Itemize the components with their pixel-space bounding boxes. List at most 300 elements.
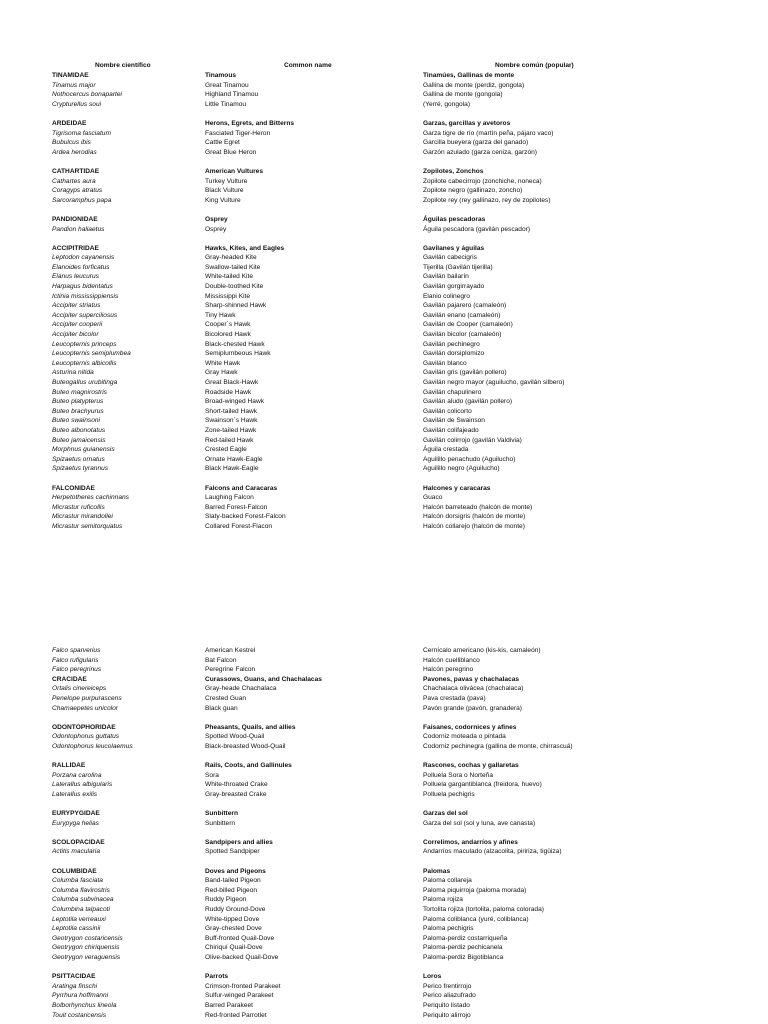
- family-scientific-name: SCOLOPACIDAE: [52, 838, 105, 846]
- family-common-name: Parrots: [205, 973, 229, 981]
- species-row: [0, 503, 768, 513]
- species-row: [0, 445, 768, 455]
- species-row: [0, 982, 768, 992]
- species-common-name: Cooper´s Hawk: [205, 321, 251, 329]
- species-row: [0, 455, 768, 465]
- species-scientific-name: Buteogallus urubitinga: [52, 379, 118, 386]
- species-popular-name: Polluela gargantiblanca (freidora, huevo): [423, 781, 542, 789]
- species-common-name: American Kestrel: [205, 647, 256, 654]
- species-row: [0, 426, 768, 436]
- species-scientific-name: Cathartes aura: [52, 177, 96, 185]
- family-popular-name: Zopilotes, Zonchos: [423, 167, 484, 175]
- species-row: [0, 522, 768, 532]
- species-scientific-name: Leptodon cayanensis: [52, 254, 115, 262]
- species-common-name: Crimson-fronted Parakeet: [205, 982, 281, 990]
- species-row: [0, 340, 768, 350]
- species-popular-name: Garza tigre de río (martín peña, pájaro vaco): [423, 129, 554, 137]
- species-scientific-name: Elanus leucurus: [52, 273, 99, 281]
- species-scientific-name: Columba subvinacea: [52, 896, 114, 904]
- species-popular-name: Codorniz moteada o pintada: [423, 733, 506, 741]
- species-list-section-2: [0, 646, 768, 1020]
- family-common-name: Herons, Egrets, and Bitterns: [205, 119, 295, 127]
- species-scientific-name: Micrastur mirandollei: [52, 513, 113, 521]
- species-scientific-name: Ardea herodias: [52, 148, 97, 156]
- species-scientific-name: Nothocercus bonapartei: [52, 91, 123, 99]
- species-scientific-name: Buteo swainsoni: [52, 417, 101, 425]
- row-spacer: [0, 752, 768, 762]
- column-header-common-name: Common name: [284, 62, 332, 69]
- species-row: [0, 732, 768, 742]
- species-scientific-name: Leucopternis princeps: [52, 340, 117, 348]
- column-header-popular-name: Nombre común (popular): [495, 62, 574, 69]
- species-common-name: Swainson´s Hawk: [205, 417, 258, 425]
- family-popular-name: Correlimos, andarríos y afines: [423, 838, 518, 846]
- species-popular-name: Paloma piquirroja (paloma morada): [423, 886, 527, 894]
- species-popular-name: Aguilillo negro (Aguilucho): [423, 465, 500, 473]
- species-common-name: Double-toothed Kite: [205, 283, 264, 291]
- family-row: [0, 675, 768, 685]
- species-popular-name: Pavón grande (pavón, granadera): [423, 704, 522, 712]
- family-common-name: American Vultures: [205, 167, 264, 175]
- row-spacer: [0, 474, 768, 484]
- family-scientific-name: ODONTOPHORIDAE: [52, 723, 116, 731]
- family-popular-name: Garzas del sol: [423, 810, 468, 818]
- species-common-name: Semiplumbeous Hawk: [205, 350, 271, 358]
- row-spacer: [0, 828, 768, 838]
- family-common-name: Doves and Pigeons: [205, 867, 266, 875]
- family-scientific-name: TINAMIDAE: [52, 72, 89, 79]
- species-common-name: White-tipped Dove: [205, 915, 260, 923]
- species-popular-name: Gavilán pajarero (camaleón): [423, 302, 507, 310]
- species-common-name: Spotted Sandpiper: [205, 848, 260, 856]
- species-row: [0, 311, 768, 321]
- species-popular-name: Gavilán chapulinero: [423, 388, 482, 396]
- species-row: [0, 742, 768, 752]
- species-row: [0, 790, 768, 800]
- species-row: [0, 416, 768, 426]
- species-row: [0, 320, 768, 330]
- species-list-section-1: [0, 71, 768, 532]
- species-scientific-name: Buteo magnirostris: [52, 388, 107, 396]
- species-row: [0, 186, 768, 196]
- species-common-name: Black-chested Hawk: [205, 340, 265, 348]
- species-row: [0, 991, 768, 1001]
- species-scientific-name: Crypturellus soui: [52, 100, 102, 108]
- species-row: [0, 263, 768, 273]
- species-common-name: Short-tailed Hawk: [205, 407, 258, 415]
- species-common-name: Collared Forest-Flacon: [205, 522, 273, 530]
- family-popular-name: Loros: [423, 973, 442, 981]
- family-scientific-name: ACCIPITRIDAE: [52, 244, 99, 252]
- species-scientific-name: Odontophorus guttatus: [52, 733, 120, 741]
- species-popular-name: Zopilote negro (gallinazo, zoncho): [423, 187, 523, 195]
- species-row: [0, 397, 768, 407]
- species-popular-name: Gavilán aludo (gavilán pollero): [423, 398, 513, 406]
- species-popular-name: Garza del sol (sol y luna, ave canasta): [423, 819, 536, 827]
- family-common-name: Hawks, Kites, and Eagles: [205, 244, 285, 252]
- species-row: [0, 1011, 768, 1021]
- species-common-name: Sharp-shinned Hawk: [205, 302, 267, 310]
- species-row: [0, 282, 768, 292]
- species-common-name: White-throated Crake: [205, 781, 268, 789]
- species-common-name: Gray-breasted Crake: [205, 790, 267, 798]
- family-row: [0, 215, 768, 225]
- species-common-name: Sulfur-winged Parakeet: [205, 992, 274, 1000]
- species-common-name: Spotted Wood-Quail: [205, 733, 265, 741]
- species-popular-name: Gavilán negro mayor (aguilucho, gavilán silbero): [423, 379, 565, 386]
- species-popular-name: Gavilán colirrojo (gavilán Valdivia): [423, 436, 522, 444]
- species-popular-name: Zopilote cabecirrojo (zonchiche, noneca): [423, 177, 542, 185]
- species-popular-name: Gavilán pechinegro: [423, 340, 480, 348]
- family-popular-name: Rascones, cochas y gallaretas: [423, 762, 519, 770]
- species-row: [0, 148, 768, 158]
- species-scientific-name: Columba fasciata: [52, 877, 103, 885]
- species-common-name: Great Black-Hawk: [205, 379, 259, 386]
- species-popular-name: Andarríos maculado (alzacolita, piririza, tigüiza): [423, 848, 562, 856]
- species-row: [0, 330, 768, 340]
- species-common-name: Barred Forest-Falcon: [205, 503, 268, 511]
- species-scientific-name: Ictinia mississippiensis: [52, 292, 119, 300]
- species-common-name: Roadside Hawk: [205, 388, 252, 396]
- species-row: [0, 656, 768, 666]
- species-common-name: White Hawk: [205, 359, 241, 367]
- family-common-name: Tinamous: [205, 72, 237, 79]
- species-popular-name: (Yerré, gongola): [423, 100, 471, 108]
- row-spacer: [0, 109, 768, 119]
- species-scientific-name: Falco peregrinus: [52, 666, 102, 674]
- family-popular-name: Palomas: [423, 867, 451, 875]
- species-common-name: Band-tailed Pigeon: [205, 877, 261, 885]
- species-scientific-name: Leucopternis albicollis: [52, 359, 117, 367]
- species-row: [0, 646, 768, 656]
- species-row: [0, 905, 768, 915]
- species-scientific-name: Laterallus albigularis: [52, 781, 113, 789]
- species-popular-name: Gavilán gris (gavilán pollero): [423, 369, 507, 377]
- species-row: [0, 436, 768, 446]
- species-scientific-name: Buteo platypterus: [52, 398, 104, 406]
- family-scientific-name: COLUMBIDAE: [52, 867, 97, 875]
- species-popular-name: Perico aliazufrado: [423, 992, 476, 1000]
- species-row: [0, 895, 768, 905]
- species-popular-name: Halcón peregrino: [423, 666, 474, 674]
- species-scientific-name: Accipiter superciliosus: [52, 311, 118, 319]
- species-row: [0, 292, 768, 302]
- species-row: [0, 253, 768, 263]
- species-popular-name: Paloma pechigris: [423, 925, 474, 933]
- species-common-name: Ruddy Pigeon: [205, 896, 247, 904]
- species-common-name: Slaty-backed Forest-Falcon: [205, 513, 286, 521]
- species-common-name: Sora: [205, 771, 219, 779]
- species-row: [0, 953, 768, 963]
- species-common-name: Red-tailed Hawk: [205, 436, 254, 444]
- row-spacer: [0, 800, 768, 810]
- species-row: [0, 780, 768, 790]
- family-popular-name: Águilas pescadoras: [423, 215, 486, 223]
- species-popular-name: Guaco: [423, 494, 443, 502]
- species-popular-name: Periquito alirrojo: [423, 1011, 471, 1019]
- species-popular-name: Gavilán enano (camaleón): [423, 311, 501, 319]
- species-row: [0, 915, 768, 925]
- species-row: [0, 1001, 768, 1011]
- family-row: [0, 71, 768, 81]
- species-common-name: Ornate Hawk-Eagle: [205, 455, 263, 463]
- species-popular-name: Paloma coliblanca (yuré, coliblanca): [423, 915, 529, 923]
- family-popular-name: Gavilanes y águilas: [423, 244, 485, 252]
- family-common-name: Rails, Coots, and Gallinules: [205, 762, 292, 770]
- row-spacer: [0, 963, 768, 973]
- species-scientific-name: Bubulcus ibis: [52, 139, 91, 147]
- species-popular-name: Gavilán bailarín: [423, 273, 469, 281]
- family-scientific-name: CRACIDAE: [52, 675, 87, 683]
- species-row: [0, 301, 768, 311]
- species-common-name: Gray-heade Chachalaca: [205, 685, 277, 693]
- family-scientific-name: PANDIONIDAE: [52, 215, 98, 223]
- species-common-name: Barred Parakeet: [205, 1001, 254, 1009]
- species-row: [0, 464, 768, 474]
- species-common-name: King Vulture: [205, 196, 241, 204]
- family-scientific-name: EURYPYGIDAE: [52, 810, 100, 818]
- species-common-name: Great Tinamou: [205, 81, 249, 89]
- species-common-name: Olive-backed Quail-Dove: [205, 954, 279, 961]
- family-scientific-name: FALCONIDAE: [52, 484, 95, 492]
- species-scientific-name: Micrastur ruficollis: [52, 503, 105, 511]
- species-row: [0, 665, 768, 675]
- species-common-name: Cattle Egret: [205, 139, 240, 147]
- species-scientific-name: Elanoides forficatus: [52, 263, 110, 271]
- species-scientific-name: Accipiter striatus: [52, 302, 101, 310]
- family-row: [0, 723, 768, 733]
- species-common-name: Gray Hawk: [205, 369, 238, 377]
- species-common-name: Swallow-tailed Kite: [205, 263, 261, 271]
- column-header-scientific-name: Nombre científico: [95, 62, 151, 69]
- species-common-name: Highland Tinamou: [205, 91, 259, 99]
- species-popular-name: Garzón azulado (garza ceniza, garzón): [423, 148, 537, 156]
- species-popular-name: Halcón barreteado (halcón de monte): [423, 503, 533, 511]
- species-popular-name: Polluela Sora o Norteña: [423, 771, 494, 779]
- species-common-name: Sunbittern: [205, 819, 236, 827]
- species-row: [0, 684, 768, 694]
- family-row: [0, 167, 768, 177]
- family-common-name: Pheasants, Quails, and allies: [205, 723, 296, 731]
- species-scientific-name: Accipiter bicolor: [52, 331, 99, 339]
- species-scientific-name: Porzana carolina: [52, 771, 102, 779]
- species-scientific-name: Accipiter cooperii: [52, 321, 103, 329]
- species-row: [0, 138, 768, 148]
- species-popular-name: Zopilote rey (rey gallinazo, rey de zopilotes): [423, 196, 551, 204]
- species-row: [0, 100, 768, 110]
- species-scientific-name: Leptotila verreauxi: [52, 915, 106, 923]
- species-row: [0, 349, 768, 359]
- species-common-name: Black guan: [205, 704, 238, 712]
- species-row: [0, 388, 768, 398]
- species-row: [0, 934, 768, 944]
- family-common-name: Sunbittern: [205, 810, 238, 818]
- family-row: [0, 809, 768, 819]
- species-popular-name: Tijerilla (Gavilán tijerilla): [423, 263, 493, 271]
- family-common-name: Sandpipers and allies: [205, 838, 273, 846]
- species-row: [0, 943, 768, 953]
- species-scientific-name: Tinamus major: [52, 81, 96, 89]
- family-common-name: Osprey: [205, 215, 228, 223]
- species-popular-name: Paloma-perdiz costarriqueña: [423, 934, 508, 942]
- species-scientific-name: Eurypyga helias: [52, 819, 99, 827]
- species-popular-name: Tortolita rojiza (tortolita, paloma colorada): [423, 906, 544, 914]
- species-common-name: Turkey Vulture: [205, 177, 248, 185]
- species-popular-name: Pava crestada (pava): [423, 694, 486, 702]
- species-popular-name: Polluela pechigris: [423, 790, 475, 798]
- species-popular-name: Perico frentirrojo: [423, 982, 472, 990]
- species-scientific-name: Geotrygon veraguensis: [52, 954, 121, 961]
- family-popular-name: Faisanes, codornices y afines: [423, 723, 517, 731]
- species-common-name: Mississippi Kite: [205, 292, 251, 300]
- species-scientific-name: Herpetotheres cachinnans: [52, 494, 129, 502]
- species-scientific-name: Spizaetus ornatus: [52, 455, 105, 463]
- species-popular-name: Gavilán colifajeado: [423, 426, 479, 434]
- species-row: [0, 177, 768, 187]
- species-scientific-name: Morphnus guianensis: [52, 446, 115, 454]
- species-scientific-name: Buteo albonotatus: [52, 426, 106, 434]
- species-row: [0, 819, 768, 829]
- species-row: [0, 493, 768, 503]
- family-row: [0, 484, 768, 494]
- species-common-name: Red-fronted Parrotlet: [205, 1011, 267, 1019]
- species-scientific-name: Laterallus exilis: [52, 790, 98, 798]
- species-scientific-name: Sarcoramphus papa: [52, 196, 112, 204]
- species-popular-name: Gavilán bicolor (camaleón): [423, 331, 502, 339]
- species-row: [0, 225, 768, 235]
- species-common-name: Osprey: [205, 225, 227, 233]
- species-popular-name: Periquito listado: [423, 1001, 470, 1009]
- family-scientific-name: ARDEIDAE: [52, 119, 87, 127]
- species-scientific-name: Asturina nitida: [52, 369, 94, 377]
- family-popular-name: Garzas, garcillas y avetoros: [423, 119, 511, 127]
- species-scientific-name: Leucopternis semiplumbea: [52, 350, 131, 358]
- species-common-name: Zone-tailed Hawk: [205, 426, 257, 434]
- species-scientific-name: Harpagus bidentatus: [52, 283, 113, 291]
- species-row: [0, 886, 768, 896]
- species-row: [0, 407, 768, 417]
- species-popular-name: Gavilán cabecigris: [423, 254, 477, 262]
- family-popular-name: Pavones, pavas y chachalacas: [423, 675, 520, 683]
- species-row: [0, 924, 768, 934]
- species-popular-name: Gavilán colicorto: [423, 407, 472, 415]
- species-scientific-name: Buteo jamaicensis: [52, 436, 106, 444]
- species-scientific-name: Columbina talpacoti: [52, 906, 110, 914]
- species-scientific-name: Bolborhynchus lineola: [52, 1001, 117, 1009]
- species-scientific-name: Touit costaricensis: [52, 1011, 106, 1019]
- species-row: [0, 196, 768, 206]
- species-popular-name: Halcón dorsigris (halcón de monte): [423, 513, 526, 521]
- species-popular-name: Gavilán gorgirrayado: [423, 283, 485, 291]
- species-popular-name: Chachalaca olivácea (chachalaca): [423, 685, 524, 693]
- species-popular-name: Gavilán blanco: [423, 359, 467, 367]
- species-common-name: Buff-fronted Quail-Dove: [205, 934, 275, 942]
- species-scientific-name: Geotrygon costaricensis: [52, 934, 123, 942]
- species-row: [0, 359, 768, 369]
- family-scientific-name: CATHARTIDAE: [52, 167, 100, 175]
- species-common-name: Laughing Falcon: [205, 494, 254, 502]
- species-scientific-name: Tigrisoma fasciatum: [52, 129, 111, 137]
- species-scientific-name: Pyrrhura hoffmanni: [52, 992, 109, 1000]
- species-popular-name: Gallina de monte (perdiz, gongola): [423, 81, 525, 89]
- species-scientific-name: Pandion haliaetus: [52, 225, 105, 233]
- species-popular-name: Paloma rojiza: [423, 896, 463, 904]
- species-popular-name: Gavilán de Swainson: [423, 417, 485, 425]
- species-popular-name: Halcón collarejo (halcón de monte): [423, 522, 525, 530]
- row-spacer: [0, 234, 768, 244]
- row-spacer: [0, 205, 768, 215]
- species-common-name: Crested Guan: [205, 694, 247, 702]
- species-scientific-name: Penelope purpurascens: [52, 694, 122, 702]
- row-spacer: [0, 857, 768, 867]
- family-row: [0, 244, 768, 254]
- species-common-name: Red-billed Pigeon: [205, 886, 258, 894]
- species-common-name: Tiny Hawk: [205, 311, 236, 319]
- row-spacer: [0, 157, 768, 167]
- species-popular-name: Elanio colinegro: [423, 292, 470, 300]
- species-popular-name: Codorniz pechinegra (gallina de monte, chirrascuá): [423, 742, 573, 750]
- species-scientific-name: Chamaepetes unicolor: [52, 704, 118, 712]
- species-scientific-name: Spizaetus tyrannus: [52, 465, 109, 473]
- species-popular-name: Paloma collareja: [423, 877, 472, 885]
- species-popular-name: Águila pescadora (gavilán pescador): [423, 225, 531, 233]
- family-popular-name: Halcones y caracaras: [423, 484, 491, 492]
- species-row: [0, 512, 768, 522]
- species-common-name: Chiriquí Quail-Dove: [205, 944, 263, 952]
- species-scientific-name: Actitis macularia: [52, 848, 101, 856]
- species-popular-name: Cernícalo americano (kis-kis, camaleón): [423, 647, 541, 654]
- species-row: [0, 694, 768, 704]
- species-scientific-name: Geotrygon chiriquensis: [52, 944, 120, 952]
- family-common-name: Falcons and Caracaras: [205, 484, 278, 492]
- species-popular-name: Gavilán dorsiplomizo: [423, 350, 485, 358]
- species-scientific-name: Micrastur semitorquatus: [52, 522, 123, 530]
- species-common-name: Black Hawk-Eagle: [205, 465, 259, 473]
- species-common-name: Great Blue Heron: [205, 148, 257, 156]
- species-row: [0, 81, 768, 91]
- species-row: [0, 704, 768, 714]
- species-common-name: Fasciated Tiger-Heron: [205, 129, 271, 137]
- species-common-name: White-tailed Kite: [205, 273, 254, 281]
- species-popular-name: Gallina de monte (gongola): [423, 91, 503, 99]
- species-common-name: Bicolored Hawk: [205, 331, 251, 339]
- species-common-name: Black-breasted Wood-Quail: [205, 742, 286, 750]
- species-row: [0, 876, 768, 886]
- species-scientific-name: Buteo brachyurus: [52, 407, 104, 415]
- family-row: [0, 761, 768, 771]
- family-scientific-name: RALLIDAE: [52, 762, 86, 770]
- species-common-name: Bat Falcon: [205, 656, 237, 664]
- species-row: [0, 90, 768, 100]
- species-popular-name: Paloma-perdiz pechicanela: [423, 944, 503, 952]
- species-common-name: Gray-headed Kite: [205, 254, 257, 262]
- species-popular-name: Águila crestada: [423, 446, 469, 454]
- species-scientific-name: Columba flavirostris: [52, 886, 110, 894]
- family-row: [0, 972, 768, 982]
- species-popular-name: Halcón cuelliblanco: [423, 656, 480, 664]
- species-common-name: Gray-chested Dove: [205, 925, 262, 933]
- species-scientific-name: Aratinga finschi: [52, 982, 98, 990]
- family-row: [0, 867, 768, 877]
- species-popular-name: Aguilillo penachudo (Aguilucho): [423, 455, 516, 463]
- species-row: [0, 847, 768, 857]
- species-popular-name: Gavilán de Cooper (camaleón): [423, 321, 513, 329]
- species-popular-name: Paloma-perdiz Bigotiblanca: [423, 954, 504, 961]
- species-scientific-name: Coragyps atratus: [52, 187, 103, 195]
- species-row: [0, 378, 768, 388]
- family-scientific-name: PSITTACIDAE: [52, 973, 96, 981]
- species-row: [0, 129, 768, 139]
